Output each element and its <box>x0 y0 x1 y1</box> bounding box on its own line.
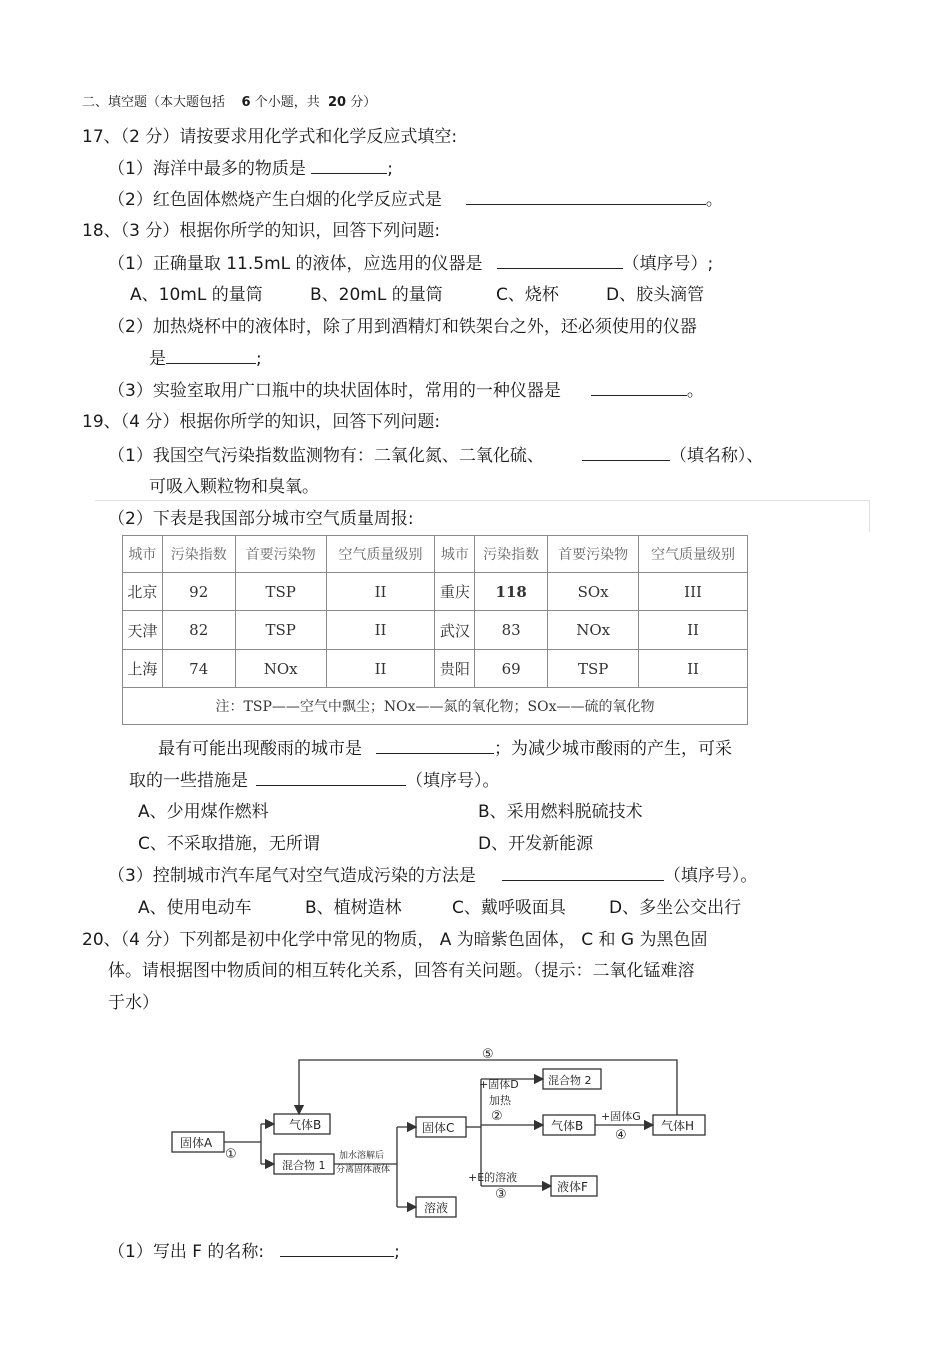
q18-part1-text: （1）正确量取 11.5mL 的液体，应选用的仪器是 <box>108 254 483 274</box>
q18-part2-end: ; <box>256 349 262 369</box>
label-step-1: ① <box>225 1147 237 1162</box>
q19-part2: （2）下表是我国部分城市空气质量周报: <box>108 509 414 529</box>
header-cell: 污染指数 <box>162 536 235 573</box>
table-row <box>123 649 748 688</box>
q20-part1 <box>108 1240 400 1263</box>
table-row <box>123 572 748 611</box>
label-mixture-1: 混合物 1 <box>282 1159 326 1172</box>
q19-part2-q2 <box>129 769 500 792</box>
q18-part2: （2）加热烧杯中的液体时，除了用到酒精灯和铁架台之外，还必须使用的仪器 <box>108 317 697 337</box>
header-cell: 空气质量级别 <box>639 536 748 573</box>
q19-part2-option-d: D、开发新能源 <box>478 834 594 854</box>
label-gas-b: 气体B <box>289 1118 322 1132</box>
q17-blank-2[interactable] <box>466 188 706 205</box>
q19-part3-option-a: A、使用电动车 <box>138 898 252 918</box>
header-cell: 城市 <box>435 536 475 573</box>
section-title-b: 个小题，共 <box>254 95 320 110</box>
label-plus-d: +固体D <box>479 1078 519 1091</box>
table-cell: TSP <box>235 572 326 611</box>
table-cell: 重庆 <box>435 572 475 611</box>
label-gas-h: 气体H <box>661 1119 695 1133</box>
q19-part3 <box>108 864 757 887</box>
q18-option-b: B、20mL 的量筒 <box>310 285 443 305</box>
q19-blank-4[interactable] <box>502 864 664 881</box>
q17-part1 <box>108 157 393 180</box>
q19-part3-option-d: D、多坐公交出行 <box>609 898 742 918</box>
q18-option-c: C、烧杯 <box>496 285 559 305</box>
table-cell: TSP <box>235 611 326 650</box>
q19-part2-option-b: B、采用燃料脱硫技术 <box>478 802 643 822</box>
q17-part2-text: （2）红色固体燃烧产生白烟的化学反应式是 <box>108 190 442 210</box>
q19-part1-cont: 可吸入颗粒物和臭氧。 <box>149 477 319 497</box>
q18-blank-1[interactable] <box>497 252 623 269</box>
q18-part2-cont-text: 是 <box>149 349 166 369</box>
table-cell: II <box>326 649 435 688</box>
label-solid-a: 固体A <box>180 1136 213 1150</box>
table-cell: II <box>639 611 748 650</box>
label-plus-g: +固体G <box>601 1110 641 1123</box>
divider-edge <box>869 500 870 532</box>
table-cell: II <box>326 611 435 650</box>
q19-part2-q2-text: 取的一些措施是 <box>129 771 248 791</box>
header-cell: 城市 <box>123 536 163 573</box>
q19-part2-option-a: A、少用煤作燃料 <box>138 802 269 822</box>
q18-stem: 18、（3 分）根据你所学的知识，回答下列问题: <box>82 221 441 241</box>
q20-stem-line1: 20、（4 分）下列都是初中化学中常见的物质， A 为暗紫色固体， C 和 G 为黑色固 <box>82 930 708 950</box>
q19-part2-q1-text: 最有可能出现酸雨的城市是 <box>158 739 362 759</box>
q20-stem-line3: 于水） <box>108 993 159 1013</box>
table-cell: NOx <box>235 649 326 688</box>
q19-part1 <box>108 444 763 467</box>
q19-part2-option-c: C、不采取措施，无所谓 <box>138 834 320 854</box>
label-gas-b2: 气体B <box>551 1119 584 1133</box>
q19-blank-2[interactable] <box>376 737 494 754</box>
q18-part3 <box>108 379 704 402</box>
q19-part3-option-c: C、戴呼吸面具 <box>452 898 566 918</box>
q19-part2-q2-end: （填序号）。 <box>406 771 500 791</box>
table-cell: II <box>326 572 435 611</box>
q19-part1-end: （填名称）、 <box>669 446 764 466</box>
table-cell: 武汉 <box>435 611 475 650</box>
table-header-row <box>123 536 748 573</box>
table-cell: TSP <box>548 649 639 688</box>
table-cell: 天津 <box>123 611 163 650</box>
q18-part1-end: （填序号）; <box>622 254 714 274</box>
q20-part1-end: ; <box>394 1242 400 1262</box>
q19-part3-end: （填序号）。 <box>663 866 758 886</box>
q17-stem: 17、（2 分）请按要求用化学式和化学反应式填空: <box>82 127 458 147</box>
label-step-5: ⑤ <box>482 1047 494 1062</box>
table-row <box>123 611 748 650</box>
q18-part1 <box>108 252 713 275</box>
section-points: 20 <box>328 95 347 110</box>
label-sep-note-1: 加水溶解后 <box>339 1151 385 1161</box>
q17-part1-end: ; <box>387 159 393 179</box>
section-title-c: 分） <box>350 95 377 110</box>
table-cell: 92 <box>162 572 235 611</box>
table-note: 注：TSP——空气中飘尘；NOx——氮的氧化物；SOx——硫的氧化物 <box>123 688 748 725</box>
q19-stem: 19、（4 分）根据你所学的知识，回答下列问题: <box>82 412 441 432</box>
q19-part1-text: （1）我国空气污染指数监测物有：二氧化氮、二氧化硫、 <box>108 446 544 466</box>
q17-blank-1[interactable] <box>311 157 387 174</box>
table-cell: III <box>639 572 748 611</box>
q17-part1-text: （1）海洋中最多的物质是 <box>108 159 306 179</box>
q18-blank-3[interactable] <box>591 379 687 396</box>
label-mixture-2: 混合物 2 <box>548 1074 592 1087</box>
label-step-4: ④ <box>615 1128 627 1143</box>
header-cell: 污染指数 <box>475 536 548 573</box>
label-step-2: ② <box>491 1109 503 1124</box>
table-cell: 北京 <box>123 572 163 611</box>
table-cell: 83 <box>475 611 548 650</box>
label-plus-e: +E的溶液 <box>468 1171 518 1184</box>
q17-part2 <box>108 188 723 211</box>
q19-part2-q1 <box>158 737 732 760</box>
header-cell: 空气质量级别 <box>326 536 435 573</box>
table-cell: II <box>639 649 748 688</box>
label-solution: 溶液 <box>424 1201 449 1215</box>
q18-option-d: D、胶头滴管 <box>606 285 705 305</box>
header-cell: 首要污染物 <box>235 536 326 573</box>
table-cell: 上海 <box>123 649 163 688</box>
q18-option-a: A、10mL 的量筒 <box>130 285 263 305</box>
q19-blank-3[interactable] <box>256 769 406 786</box>
q18-part3-end: 。 <box>686 381 704 401</box>
table-cell: 贵阳 <box>435 649 475 688</box>
q20-part1-text: （1）写出 F 的名称: <box>108 1242 265 1262</box>
q18-blank-2[interactable] <box>166 347 256 364</box>
section-title-a: 二、填空题（本大题包括 <box>82 95 226 110</box>
table-note-row <box>123 688 748 725</box>
table-cell: 118 <box>475 572 548 611</box>
conversion-diagram <box>165 1040 725 1225</box>
q18-part2-cont <box>149 347 262 370</box>
q20-stem-line2: 体。请根据图中物质间的相互转化关系，回答有关问题。（提示：二氧化锰难溶 <box>108 961 695 981</box>
table-cell: 82 <box>162 611 235 650</box>
label-step-3: ③ <box>495 1187 507 1202</box>
label-solid-c: 固体C <box>422 1121 455 1135</box>
q19-blank-1[interactable] <box>582 444 670 461</box>
q19-part2-q1-end: ；为减少城市酸雨的产生，可采 <box>494 739 732 759</box>
divider-line <box>95 500 870 501</box>
header-cell: 首要污染物 <box>548 536 639 573</box>
table-cell: 74 <box>162 649 235 688</box>
q18-part3-text: （3）实验室取用广口瓶中的块状固体时，常用的一种仪器是 <box>108 381 561 401</box>
q20-blank-1[interactable] <box>280 1240 394 1257</box>
label-sep-note-2: 分离固体液体 <box>336 1165 391 1175</box>
q19-part3-text: （3）控制城市汽车尾气对空气造成污染的方法是 <box>108 866 476 886</box>
section-count: 6 <box>241 95 251 110</box>
section-header <box>82 92 376 114</box>
table-cell: 69 <box>475 649 548 688</box>
label-liquid-f: 液体F <box>557 1180 588 1194</box>
air-quality-table <box>122 535 748 725</box>
q17-part2-end: 。 <box>705 190 723 210</box>
table-cell: SOx <box>548 572 639 611</box>
label-heat: 加热 <box>489 1094 511 1107</box>
q19-part3-option-b: B、植树造林 <box>305 898 402 918</box>
table-cell: NOx <box>548 611 639 650</box>
